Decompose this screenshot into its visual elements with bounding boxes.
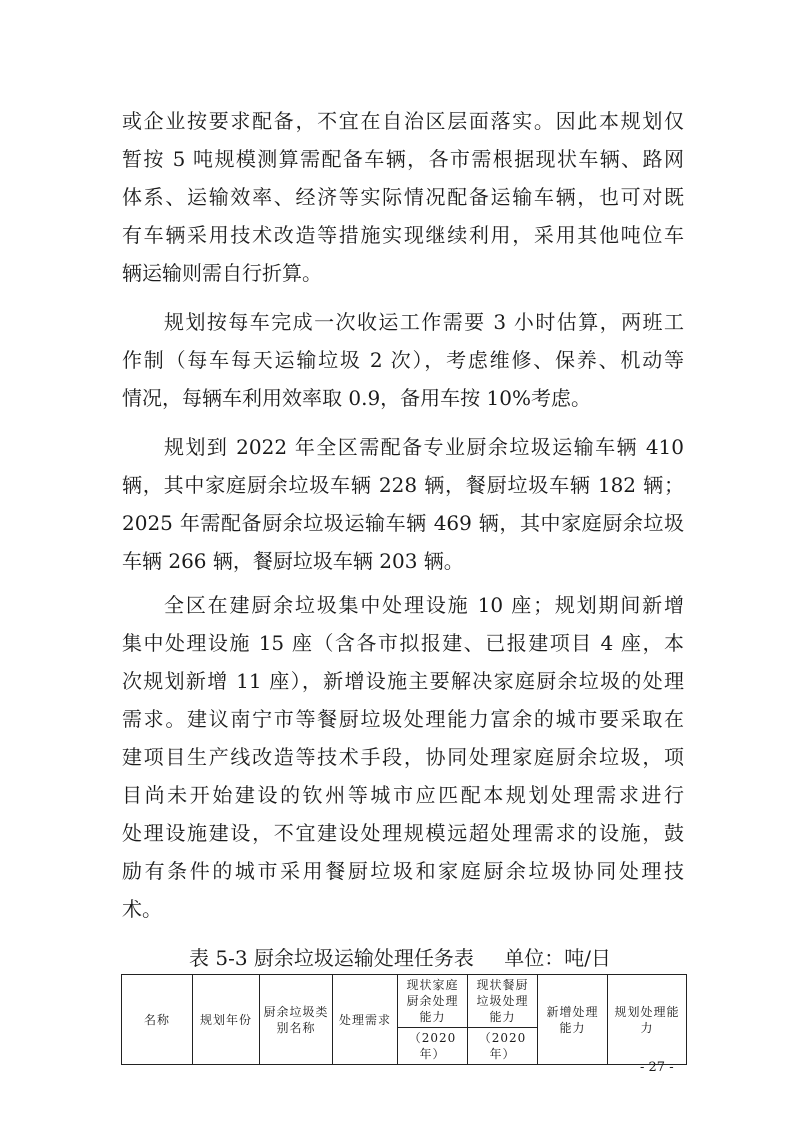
table-caption <box>0 944 800 972</box>
table-title: 表 5-3 厨余垃圾运输处理任务表 <box>188 946 474 970</box>
body-line: 规划到 2022 年全区需配备专业厨余垃圾运输车辆 410 <box>164 435 684 459</box>
body-line: 情况，每辆车利用效率取 0.9，备用车按 10%考虑。 <box>122 386 591 410</box>
header-restaurant-year: （2020 年） <box>468 1028 538 1065</box>
page-number: - 27 - <box>640 1060 674 1075</box>
body-line: 建项目生产线改造等技术手段，协同处理家庭厨余垃圾，项 <box>122 745 684 769</box>
header-household-year: （2020 年） <box>398 1028 468 1065</box>
table-unit: 单位：吨/日 <box>504 946 612 970</box>
body-line: 作制（每车每天运输垃圾 2 次），考虑维修、保养、机动等 <box>122 348 684 372</box>
body-line: 暂按 5 吨规模测算需配备车辆，各市需根据现状车辆、路网 <box>122 147 684 171</box>
body-line: 体系、运输效率、经济等实际情况配备运输车辆，也可对既 <box>122 185 684 209</box>
body-line: 处理设施建设，不宜建设处理规模远超处理需求的设施，鼓 <box>122 821 684 845</box>
body-line: 车辆 266 辆，餐厨垃圾车辆 203 辆。 <box>122 549 464 573</box>
body-line: 集中处理设施 15 座（含各市拟报建、已报建项目 4 座，本 <box>122 631 684 655</box>
body-line: 励有条件的城市采用餐厨垃圾和家庭厨余垃圾协同处理技 <box>122 859 684 883</box>
body-line: 辆运输则需自行折算。 <box>122 261 322 285</box>
header-planned-capacity: 规划处理能力 <box>608 975 687 1065</box>
header-name: 名称 <box>122 975 193 1065</box>
body-line: 次规划新增 11 座），新增设施主要解决家庭厨余垃圾的处理 <box>122 669 684 693</box>
header-category: 厨余垃圾类别名称 <box>260 975 333 1065</box>
body-line: 全区在建厨余垃圾集中处理设施 10 座；规划期间新增 <box>164 593 684 617</box>
header-new-capacity: 新增处理能力 <box>538 975 608 1065</box>
body-line: 术。 <box>122 897 162 921</box>
header-restaurant-capacity: 现状餐厨垃圾处理能力 <box>468 975 538 1028</box>
body-line: 2025 年需配备厨余垃圾运输车辆 469 辆，其中家庭厨余垃圾 <box>122 511 684 535</box>
header-demand: 处理需求 <box>333 975 398 1065</box>
task-table <box>121 974 687 1065</box>
header-household-capacity: 现状家庭厨余处理能力 <box>398 975 468 1028</box>
body-line: 有车辆采用技术改造等措施实现继续利用，采用其他吨位车 <box>122 223 684 247</box>
header-plan-year: 规划年份 <box>193 975 260 1065</box>
body-line: 目尚未开始建设的钦州等城市应匹配本规划处理需求进行 <box>122 783 684 807</box>
body-line: 辆，其中家庭厨余垃圾车辆 228 辆，餐厨垃圾车辆 182 辆； <box>122 473 684 497</box>
body-line: 需求。建议南宁市等餐厨垃圾处理能力富余的城市要采取在 <box>122 707 684 731</box>
body-line: 规划按每车完成一次收运工作需要 3 小时估算，两班工 <box>164 310 684 334</box>
body-line: 或企业按要求配备，不宜在自治区层面落实。因此本规划仅 <box>122 109 684 133</box>
